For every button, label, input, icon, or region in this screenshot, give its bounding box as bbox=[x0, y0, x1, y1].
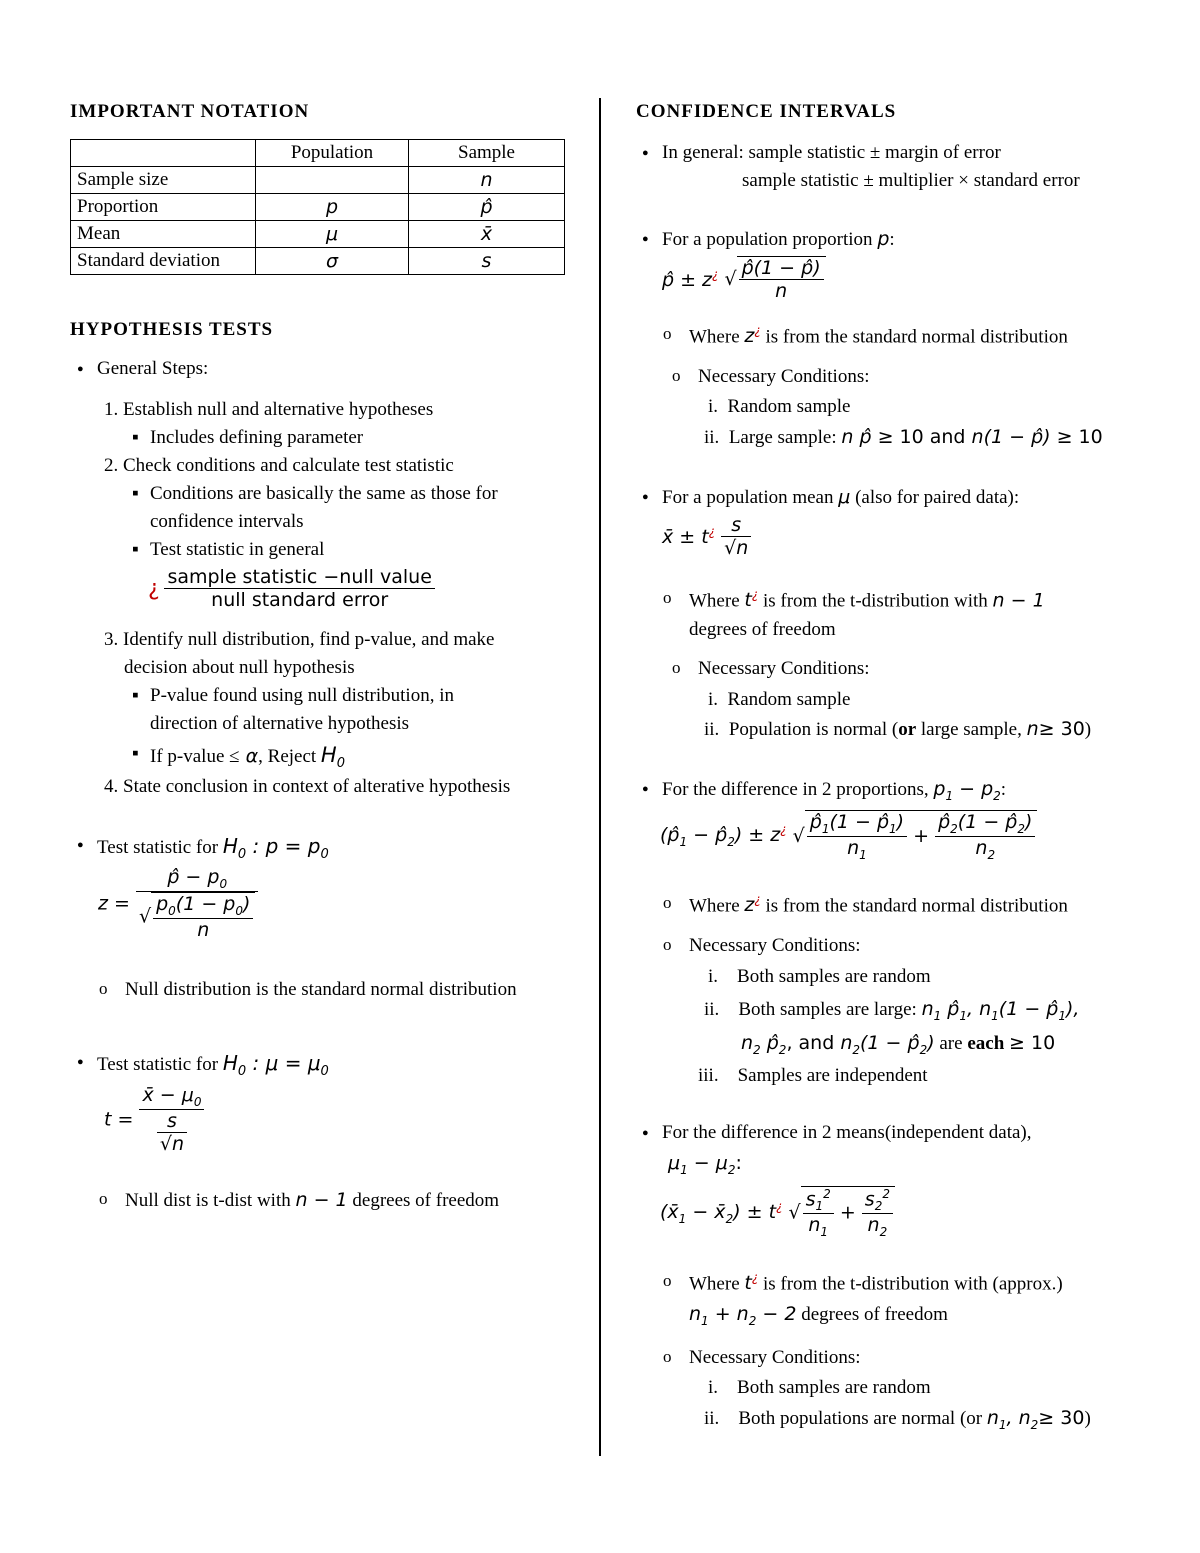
diffm-ci-formula: ($x̄_1$ − $x̄_2) \pm t^¿$ √ $\frac{s_1^2}{n_1}$ + $\frac{s_2^2}{n_2}$ bbox=[660, 1186, 895, 1239]
table-cell bbox=[256, 167, 409, 194]
prop-random: Random sample bbox=[727, 396, 851, 417]
diffm-normal: Both populations are normal (or bbox=[738, 1408, 983, 1429]
table-cell: Population bbox=[256, 140, 409, 167]
hypothesis-heading: HYPOTHESIS TESTS bbox=[70, 319, 274, 340]
step-2b: ▪ Test statistic in general bbox=[150, 539, 324, 561]
tsm-null-a: Null dist is t-dist with bbox=[125, 1190, 291, 1211]
diffm-nec: o Necessary Conditions: bbox=[689, 1347, 861, 1369]
mean-where-b: is from the t-distribution with bbox=[762, 590, 988, 612]
step-3b: ▪ If p-value ≤ α, Reject $H_0$ bbox=[150, 743, 345, 771]
tsp-null: o Null distribution is the standard normal distribution bbox=[125, 979, 517, 1001]
pop-normal-a: Population is normal ( bbox=[728, 719, 899, 740]
table-cell: p̂ bbox=[409, 194, 565, 221]
notation-heading: IMPORTANT NOTATION bbox=[70, 101, 310, 122]
step-1: 1. Establish null and alternative hypotheses bbox=[104, 399, 434, 420]
table-cell: Sample bbox=[409, 140, 565, 167]
table-cell: Mean bbox=[71, 221, 256, 248]
step-1a: ▪ Includes defining parameter bbox=[150, 427, 363, 449]
diffp-cond-1: i. Both samples are random bbox=[708, 966, 931, 987]
step-3-cont: decision about null hypothesis bbox=[124, 657, 355, 678]
mean-nec: o Necessary Conditions: bbox=[698, 658, 870, 680]
table-cell: Standard deviation bbox=[71, 248, 256, 275]
diffm-df-text: degrees of freedom bbox=[801, 1304, 948, 1325]
diffm-where-b: is from the t-distribution with (approx.) bbox=[762, 1273, 1063, 1295]
step-3a: ▪ P-value found using null distribution, in bbox=[150, 685, 454, 707]
z-formula: z = p̂ − $p_0$ √ $\frac{p_0(1 - p_0)}{n}$ bbox=[98, 866, 258, 941]
test-stat-proportion: ● Test statistic for $H_0$ : $p = p_0$ bbox=[97, 834, 329, 862]
step-4-text: State conclusion in context of alterative hypothesis bbox=[123, 776, 511, 797]
mean-random: Random sample bbox=[727, 689, 851, 710]
step-3a-cont: direction of alternative hypothesis bbox=[150, 713, 410, 734]
pop-normal-b: large sample, bbox=[920, 719, 1022, 740]
mean-ci-formula: x̄ ± t¿ $\frac{s}{√n}$ bbox=[662, 514, 751, 559]
ci-diff-means: ● For the difference in 2 means(independent data), bbox=[662, 1122, 1031, 1144]
table-cell: Sample size bbox=[71, 167, 256, 194]
ci-general-2: sample statistic ± multiplier × standard error bbox=[742, 170, 1080, 191]
table-row bbox=[71, 194, 565, 221]
mean-label-b: (also for paired data): bbox=[855, 487, 1020, 508]
general-test-statistic: ¿ $\frac{\text{sample statistic −null value}}{\text{null standard error}}$ bbox=[148, 566, 435, 611]
step-4: 4. State conclusion in context of alterative hypothesis bbox=[104, 776, 511, 797]
tsp-label: Test statistic for bbox=[97, 837, 219, 858]
ci-general: ● In general: sample statistic ± margin of error bbox=[662, 142, 1001, 164]
diffp-cond-3: iii. Samples are independent bbox=[698, 1065, 928, 1086]
diffm-where: o Where t¿ is from the t-distribution with (approx.) bbox=[689, 1271, 1063, 1295]
ci-mean: ● For a population mean μ (also for paired data): bbox=[662, 486, 1019, 509]
diffp-where-b: is from the standard normal distribution bbox=[765, 895, 1068, 917]
step-2a: ▪ Conditions are basically the same as those for bbox=[150, 483, 498, 505]
diffp-independent: Samples are independent bbox=[737, 1065, 928, 1086]
table-cell: p bbox=[256, 194, 409, 221]
prop-ci-formula: p̂ ± z¿ √ $\frac{p̂(1 - p̂)}{n}$ bbox=[662, 256, 826, 302]
table-cell: Proportion bbox=[71, 194, 256, 221]
table-cell: n bbox=[409, 167, 565, 194]
mean-where-a: Where bbox=[689, 590, 740, 612]
diffp-cond-2: ii. Both samples are large: $n_1$ $p̂_1$, $n_1(1$ − $p̂_1$), bbox=[704, 998, 1080, 1023]
diffp-nec: o Necessary Conditions: bbox=[689, 935, 861, 957]
tsm-null-b: degrees of freedom bbox=[352, 1190, 500, 1211]
step-3b-text: If p-value ≤ bbox=[150, 746, 240, 767]
diffm-cond-2: ii. Both populations are normal (or $n_1$, $n_2\ge 30$) bbox=[704, 1407, 1091, 1432]
mean-where: o Where t¿ is from the t-distribution with n − 1 bbox=[689, 588, 1045, 612]
diffp-cond-2-cont: $n_2$ $p̂_2$, and $n_2(1$ − $p̂_2$) are each ≥ 10 bbox=[741, 1032, 1056, 1057]
table-row bbox=[71, 140, 565, 167]
mean-label: For a population mean bbox=[662, 487, 834, 508]
test-stat-mean: ● Test statistic for $H_0$ : $\mu = \mu_0$ bbox=[97, 1051, 329, 1079]
table-cell: s bbox=[409, 248, 565, 275]
ci-diff-proportions: ● For the difference in 2 proportions, $p_1 - p_2$: bbox=[662, 778, 1006, 803]
prop-where-a: Where bbox=[689, 326, 740, 348]
diffm-random: Both samples are random bbox=[737, 1377, 931, 1398]
prop-where-b: is from the standard normal distribution bbox=[765, 326, 1068, 348]
ts-denominator: null standard error bbox=[211, 589, 389, 611]
column-divider bbox=[599, 98, 601, 1456]
diffp-ci-formula: ($p̂_1$ − $p̂_2) \pm z^¿$ √ $\frac{p̂_1(1 - p̂_1)}{n_1}$ + $\frac{p̂_2(1 - p̂_2)}{n_2}$ bbox=[660, 810, 1037, 862]
step-2-text: Check conditions and calculate test statistic bbox=[123, 455, 454, 476]
diffp-where-a: Where bbox=[689, 895, 740, 917]
mean-cond-2: ii. Population is normal (or large sample, n≥ 30) bbox=[704, 718, 1092, 740]
mean-where-cont: degrees of freedom bbox=[689, 619, 836, 640]
table-cell: x̄ bbox=[409, 221, 565, 248]
table-cell: σ bbox=[256, 248, 409, 275]
ci-proportion: ● For a population proportion p: bbox=[662, 228, 895, 251]
step-2a-cont: confidence intervals bbox=[150, 511, 304, 532]
diffp-where: o Where z¿ is from the standard normal distribution bbox=[689, 893, 1068, 917]
diffp-each: each bbox=[967, 1033, 1005, 1054]
diffp-are: are bbox=[939, 1033, 963, 1054]
table-cell: μ bbox=[256, 221, 409, 248]
prop-where: o Where z¿ is from the standard normal distribution bbox=[689, 324, 1068, 348]
t-formula: t = $\frac{x̄ - \mu_0}{\frac{s}{√n}}$ bbox=[104, 1084, 204, 1155]
tsm-label: Test statistic for bbox=[97, 1054, 219, 1075]
step-3: 3. Identify null distribution, find p-value, and make bbox=[104, 629, 495, 650]
diffp-label: For the difference in 2 proportions, bbox=[662, 779, 929, 800]
diffm-where-a: Where bbox=[689, 1273, 740, 1295]
diffm-param: $\mu_1 - \mu_2$: bbox=[668, 1152, 742, 1177]
diffp-random: Both samples are random bbox=[737, 966, 931, 987]
tsm-null: o Null dist is t-dist with n − 1 degrees of freedom bbox=[125, 1189, 499, 1212]
prop-cond-2: ii. Large sample: n p̂ ≥ 10 and n(1 − p̂) ≥ 10 bbox=[704, 426, 1103, 448]
prop-cond-1: i. Random sample bbox=[708, 396, 851, 417]
mean-cond-1: i. Random sample bbox=[708, 689, 851, 710]
pop-normal-or: or bbox=[898, 719, 917, 740]
prop-large: Large sample: bbox=[728, 427, 837, 448]
notation-table bbox=[70, 139, 565, 275]
step-3b-tail: , Reject bbox=[258, 746, 317, 767]
step-2: 2. Check conditions and calculate test statistic bbox=[104, 455, 454, 476]
diffm-df: $n_1 + n_2 - 2$ degrees of freedom bbox=[689, 1303, 948, 1328]
ci-heading: CONFIDENCE INTERVALS bbox=[636, 101, 897, 122]
table-row bbox=[71, 167, 565, 194]
step-1-text: Establish null and alternative hypotheses bbox=[123, 399, 434, 420]
diffm-cond-1: i. Both samples are random bbox=[708, 1377, 931, 1398]
table-row bbox=[71, 221, 565, 248]
table-row bbox=[71, 248, 565, 275]
prop-label: For a population proportion bbox=[662, 229, 873, 250]
diffp-large: Both samples are large: bbox=[738, 999, 917, 1020]
general-steps: ● General Steps: bbox=[97, 358, 208, 380]
prop-nec: o Necessary Conditions: bbox=[698, 366, 870, 388]
ts-numerator: sample statistic −null value bbox=[164, 566, 434, 589]
step-3-text: Identify null distribution, find p-value, and make bbox=[123, 629, 495, 650]
table-cell bbox=[71, 140, 256, 167]
